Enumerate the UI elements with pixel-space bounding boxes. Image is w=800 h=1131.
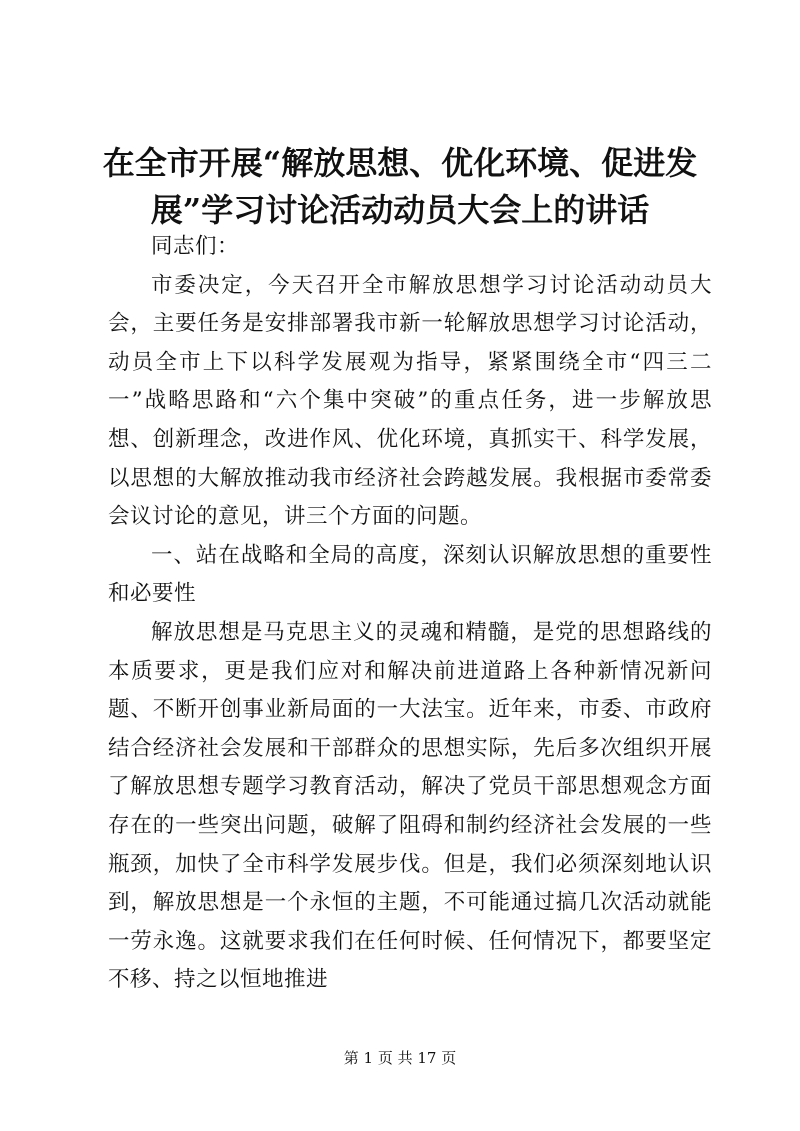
page-footer: 第 1 页 共 17 页 [343,1049,457,1067]
intro-paragraph: 市委决定，今天召开全市解放思想学习讨论活动动员大会，主要任务是安排部署我市新一轮解放思想学习讨论活动，动员全市上下以科学发展观为指导，紧紧围绕全市“四三二一”战略思路和“六个集中突破”的重点任务，进一步解放思想、创新理念，改进作风、优化环境，真抓实干、科学发展，以思想的大解放推动我市经济社会跨越发展。我根据市委常委会议讨论的意见，讲三个方面的问题。 [108,272,712,530]
body-paragraph: 解放思想是马克思主义的灵魂和精髓，是党的思想路线的本质要求，更是我们应对和解决前进道路上各种新情况新问题、不断开创事业新局面的一大法宝。近年来，市委、市政府结合经济社会发展和干部群众的思想实际，先后多次组织开展了解放思想专题学习教育活动，解决了党员干部思想观念方面存在的一些突出问题，破解了阻碍和制约经济社会发展的一些瓶颈，加快了全市科学发展步伐。但是，我们必须深刻地认识到，解放思想是一个永恒的主题，不可能通过搞几次活动就能一劳永逸。这就要求我们在任何时候、任何情况下，都要坚定不移、持之以恒地推进 [108,619,712,993]
salutation-paragraph: 同志们： [151,234,240,259]
document-title: 在全市开展“解放思想、优化环境、促进发展”学习讨论活动动员大会上的讲话 [102,144,698,229]
section-heading-paragraph: 一、站在战略和全局的高度，深刻认识解放思想的重要性和必要性 [108,542,712,607]
document-body [108,228,712,1000]
